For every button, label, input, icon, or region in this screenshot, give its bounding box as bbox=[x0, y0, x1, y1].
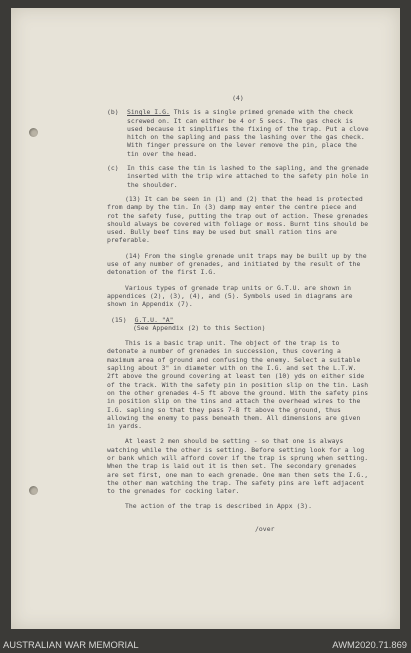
item-body: This is a single primed grenade with the check screwed on. It can either be 4 or 5 secs. The gas check is used because it simplifies the fixing of the trap. Put a clove hitch on the sapling and pass the lashing over the gas check. With finger pressure on the lever remove the pin, place the tin over the head. bbox=[127, 108, 369, 158]
paragraph-14: (14) From the single grenade unit traps may be built up by the use of any number of grenades, and initiated by the result of the detonation of the first I.G. bbox=[107, 251, 367, 277]
paragraph-setting: At least 2 men should be setting - so that one is always watching while the other is setting. Before setting look for a log or bank which will afford cover if the trap is sprung when setting. When the trap is laid out it is then set. The secondary grenades are set first, one man to each grenade. One man then sets the I.G., the other man watching the trap. The safety pins are left adjacent to the grenades for cocking later. bbox=[107, 437, 369, 496]
section-title: G.T.U. "A" bbox=[134, 315, 174, 324]
punch-hole bbox=[29, 486, 38, 495]
section-15-heading bbox=[111, 316, 369, 333]
item-b-text bbox=[127, 108, 369, 158]
over-note: /over bbox=[255, 524, 275, 533]
page-number: (4) bbox=[232, 94, 244, 102]
footer-accession: AWM2020.71.869 bbox=[332, 639, 407, 650]
item-label: (b) bbox=[107, 108, 119, 117]
paragraph-basic-trap: This is a basic trap unit. The object of the trap is to detonate a number of grenades in succession, thus covering a maximum area of ground and confusing the enemy. Select a suitable sapling about 3" in diameter with on the I.G. and set the L.T.W. 2ft above the ground covering at least ten (10) yds on either side of the track. With the safety pin in position slip on the tin. Lash on the other grenades 4-5 ft above the ground. With the safety pins in position slip on the tins and attach the overhead wires to the I.G. sapling so that they pass 7-8 ft above the ground, thus allowing the enemy to pass beneath them. All dimensions are given in yards. bbox=[107, 339, 369, 431]
item-b bbox=[107, 108, 369, 158]
punch-hole bbox=[29, 128, 38, 137]
section-label: (15) bbox=[111, 315, 127, 324]
item-c bbox=[107, 164, 369, 189]
footer-bar bbox=[0, 636, 411, 653]
paragraph-various-types: Various types of grenade trap units or G.T.U. are shown in appendices (2), (3), (4), and (5). Symbols used in diagrams are shown in Appendix (7). bbox=[107, 283, 353, 309]
item-body: In this case the tin is lashed to the sapling, and the grenade inserted with the trip wire attached to the safety pin hole in the shoulder. bbox=[127, 164, 369, 189]
section-subtitle: (See Appendix (2) to this Section) bbox=[133, 323, 266, 332]
item-label: (c) bbox=[107, 164, 119, 173]
item-heading: Single I.G. bbox=[127, 108, 170, 117]
paragraph-13: (13) It can be seen in (1) and (2) that the head is protected from damp by the tin. In (3) damp may enter the centre piece and rot the safety fuse, putting the trap out of action. These grenades should always be covered with foliage or moss. Burnt tins should be used. Bully beef tins may be used but small ration tins are preferable. bbox=[107, 194, 369, 245]
document-text bbox=[107, 94, 369, 533]
footer-institution: AUSTRALIAN WAR MEMORIAL bbox=[3, 639, 139, 650]
paragraph-action: The action of the trap is described in Appx (3). bbox=[125, 502, 313, 511]
